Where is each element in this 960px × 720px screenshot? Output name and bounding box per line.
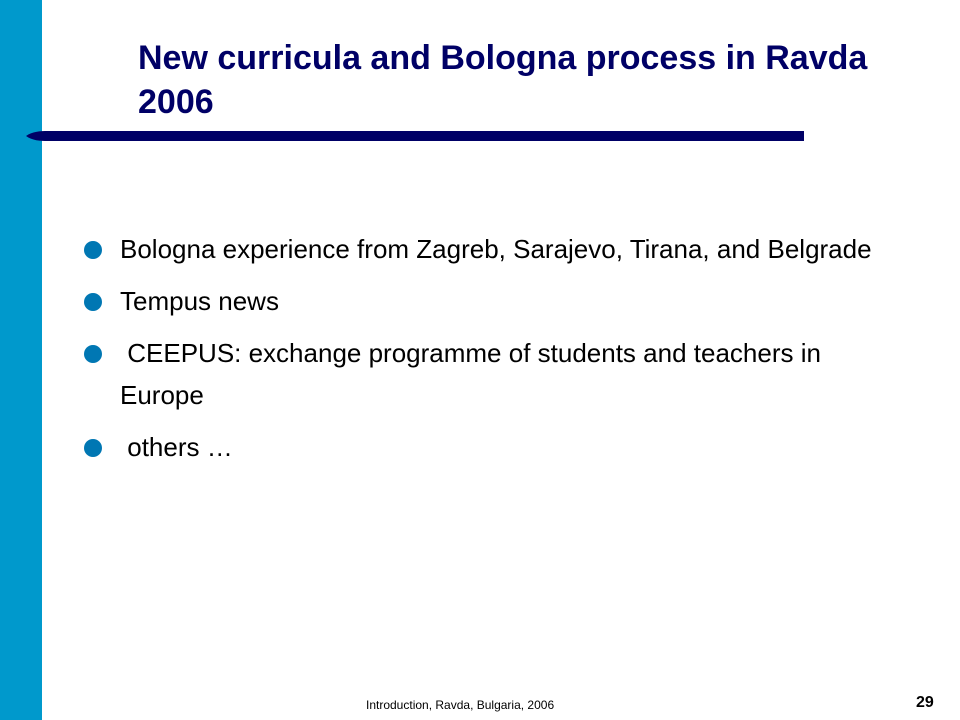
bullet-item (80, 228, 880, 270)
bullet-item (80, 332, 880, 416)
slide-title: New curricula and Bologna process in Ravda 2006 (138, 39, 868, 121)
bullet-dot-icon (84, 241, 102, 259)
bullet-dot-icon (84, 293, 102, 311)
title-underline (26, 131, 804, 141)
page-number: 29 (916, 694, 934, 711)
bullet-text: Bologna experience from Zagreb, Sarajevo, Tirana, and Belgrade (120, 234, 872, 264)
bullet-text: others … (120, 432, 233, 462)
bullet-text: CEEPUS: exchange programme of students and teachers in Europe (120, 338, 829, 410)
bullet-dot-icon (84, 345, 102, 363)
bullet-item (80, 280, 880, 322)
left-accent-bar (0, 0, 42, 720)
bullet-dot-icon (84, 439, 102, 457)
footer-text: Introduction, Ravda, Bulgaria, 2006 (366, 698, 555, 712)
bullet-item (80, 426, 880, 468)
bullet-list (80, 228, 880, 478)
bullet-text: Tempus news (120, 286, 279, 316)
